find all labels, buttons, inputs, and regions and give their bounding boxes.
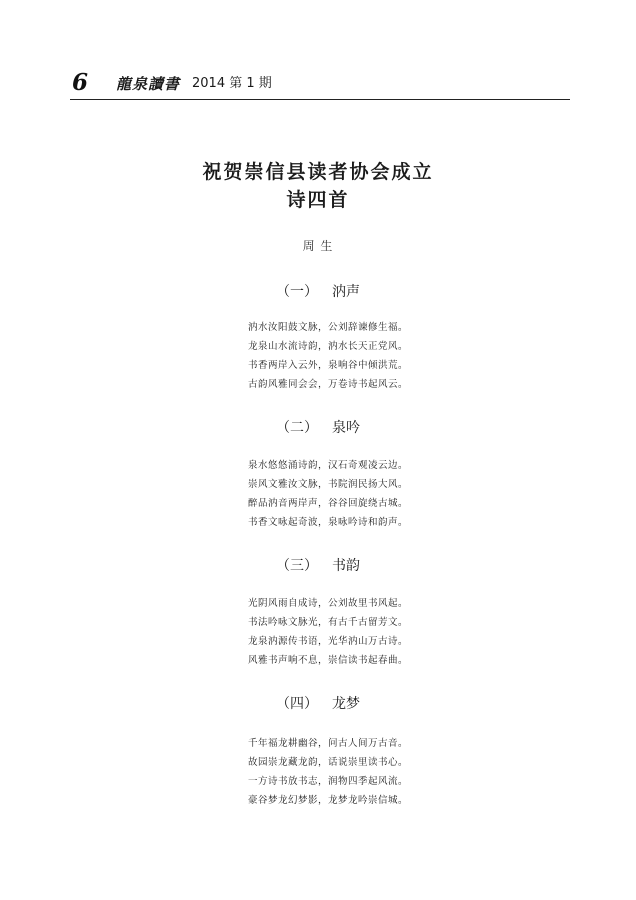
poem-heading	[0, 694, 636, 714]
poem-line: 豪谷梦龙幻梦影，龙梦龙吟崇信城。	[248, 795, 409, 806]
poem-title: 泉吟	[332, 420, 360, 436]
poem-body	[248, 318, 408, 394]
article-subtitle: 诗四首	[286, 189, 350, 211]
poem-body	[248, 456, 408, 532]
poem-body	[248, 734, 408, 810]
poem-line: 千年福龙耕幽谷，问古人间万古音。	[248, 738, 409, 749]
poem-line: 书香两岸入云外，泉响谷中倾洪荒。	[248, 360, 409, 371]
poem-number: （四）	[276, 696, 318, 712]
poem-heading	[0, 418, 636, 438]
poem-number: （三）	[276, 558, 318, 574]
poem-number: （二）	[276, 420, 318, 436]
article-author: 周 生	[302, 239, 334, 253]
page-number: 6	[72, 69, 89, 96]
poem-line: 古韵风雅同会会，万卷诗书起风云。	[248, 379, 409, 390]
poem-line: 风雅书声响不息，崇信读书起春曲。	[248, 655, 409, 666]
poem-heading	[0, 556, 636, 576]
poem-line: 龙泉山水流诗韵，汭水长天正党风。	[248, 341, 409, 352]
poem-line: 光阴风雨自成诗，公刘故里书风起。	[248, 598, 409, 609]
poem-line: 崇风文雅汝文脉，书院润民扬大风。	[248, 479, 409, 490]
poem-line: 一方诗书放书志，润物四季起风流。	[248, 776, 409, 787]
poem-line: 书香文咏起奇波，泉咏吟诗和韵声。	[248, 517, 409, 528]
poem-line: 醉品汭音两岸声，谷谷回旋绕古城。	[248, 498, 409, 509]
issue-label: 2014 第 1 期	[192, 76, 272, 91]
article-title: 祝贺崇信县读者协会成立	[202, 161, 434, 183]
journal-name: 龍泉讀書	[116, 75, 181, 93]
poem-line: 书法吟咏文脉光，有古千古留芳文。	[248, 617, 409, 628]
poem-line: 龙泉汭源传书语，光华汭山万古诗。	[248, 636, 409, 647]
poem-line: 汭水汝阳鼓文脉，公刘辞谏修生福。	[248, 322, 409, 333]
poem-line: 故园崇龙藏龙韵，话说崇里读书心。	[248, 757, 409, 768]
page-header	[72, 68, 570, 100]
poem-title: 龙梦	[332, 696, 360, 712]
poem-body	[248, 594, 408, 670]
poem-title: 书韵	[332, 558, 360, 574]
poem-number: （一）	[276, 284, 318, 300]
poem-title: 汭声	[332, 284, 360, 300]
header-divider	[70, 99, 570, 100]
poem-line: 泉水悠悠涌诗韵，汉石奇观凌云边。	[248, 460, 409, 471]
poem-heading	[0, 282, 636, 302]
